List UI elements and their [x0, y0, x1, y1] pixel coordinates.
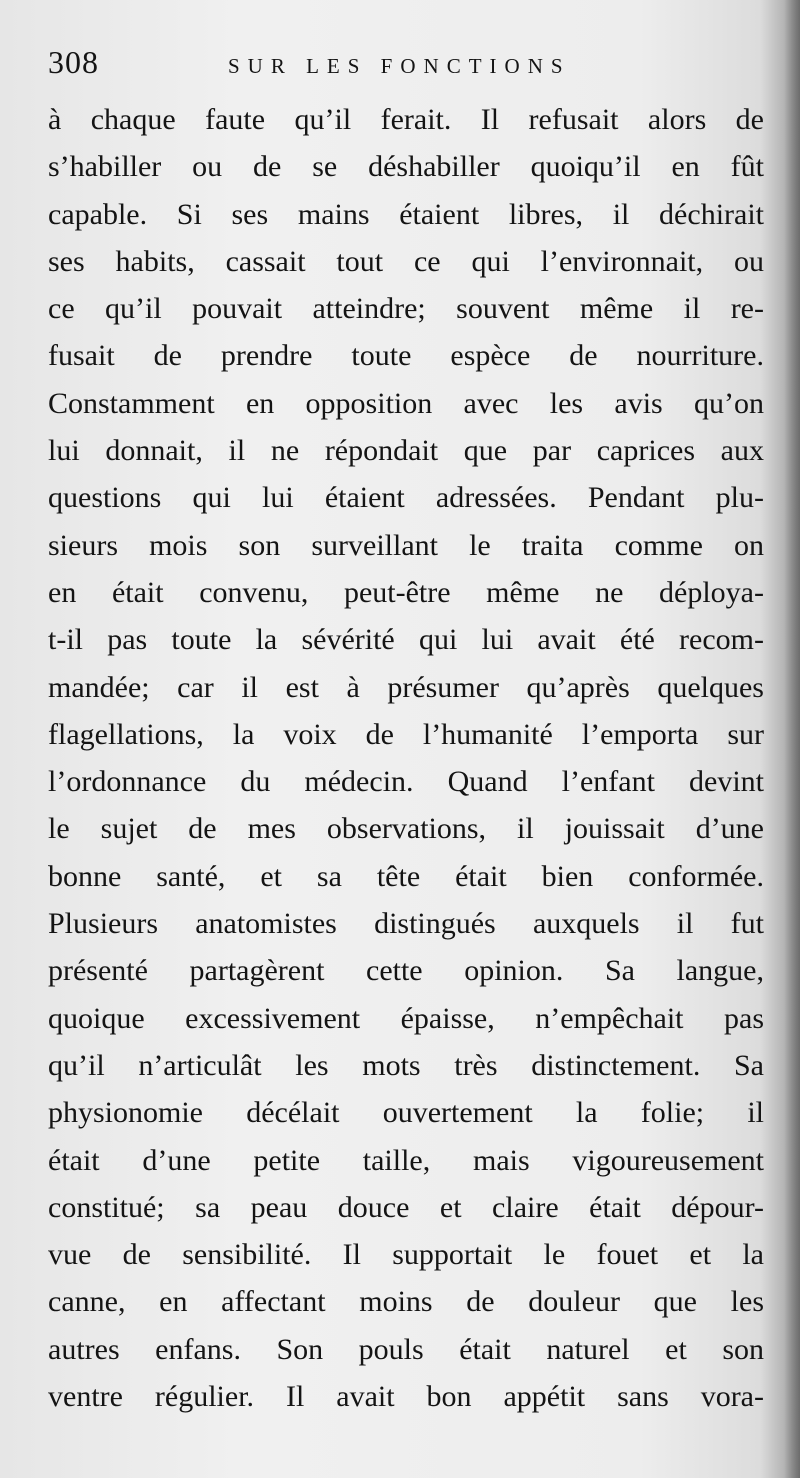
text-line: qu’il n’articulât les mots très distinctement. Sa: [48, 1048, 764, 1082]
text-line: le sujet de mes observations, il jouissait d’une: [48, 812, 764, 846]
text-line: sieurs mois son surveillant le traita comme on: [48, 528, 764, 562]
text-line: vue de sensibilité. Il supportait le fouet et la: [48, 1238, 764, 1272]
text-line: mandée; car il est à présumer qu’après quelques: [48, 670, 764, 704]
text-line: canne, en affectant moins de douleur que les: [48, 1285, 764, 1319]
text-line: ce qu’il pouvait atteindre; souvent même il re-: [48, 292, 764, 326]
text-line: s’habiller ou de se déshabiller quoiqu’il en fût: [48, 150, 764, 184]
text-line: fusait de prendre toute espèce de nourriture.: [48, 339, 764, 373]
text-line: présenté partagèrent cette opinion. Sa langue,: [48, 954, 764, 988]
text-line: à chaque faute qu’il ferait. Il refusait alors de: [48, 103, 764, 136]
page-header: [48, 44, 768, 88]
running-head: SUR LES FONCTIONS: [228, 54, 571, 78]
text-line: était d’une petite taille, mais vigoureusement: [48, 1143, 764, 1177]
text-line: quoique excessivement épaisse, n’empêchait pas: [48, 1001, 764, 1035]
text-line: lui donnait, il ne répondait que par caprices aux: [48, 434, 764, 468]
text-line: capable. Si ses mains étaient libres, il déchirait: [48, 197, 764, 231]
text-line: physionomie décélait ouvertement la folie; il: [48, 1096, 764, 1130]
text-line: ses habits, cassait tout ce qui l’environnait, ou: [48, 244, 764, 278]
text-line: t-il pas toute la sévérité qui lui avait été recom-: [48, 623, 764, 657]
text-line: Constamment en opposition avec les avis qu’on: [48, 386, 764, 420]
text-line: autres enfans. Son pouls était naturel et son: [48, 1332, 764, 1366]
text-line: constitué; sa peau douce et claire était dépour-: [48, 1190, 764, 1224]
text-line: Plusieurs anatomistes distingués auxquels il fut: [48, 907, 764, 941]
text-line: en était convenu, peut-être même ne déploya-: [48, 575, 764, 609]
page-number: 308: [48, 44, 99, 80]
text-line: questions qui lui étaient adressées. Pendant plu-: [48, 481, 764, 515]
text-line: l’ordonnance du médecin. Quand l’enfant devint: [48, 765, 764, 799]
page-edge-shadow: [784, 0, 800, 1478]
text-line: flagellations, la voix de l’humanité l’emporta sur: [48, 717, 764, 751]
body-text: [48, 96, 764, 1420]
text-line: bonne santé, et sa tête était bien conformée.: [48, 859, 764, 893]
text-line: ventre régulier. Il avait bon appétit sans vora-: [48, 1380, 764, 1414]
